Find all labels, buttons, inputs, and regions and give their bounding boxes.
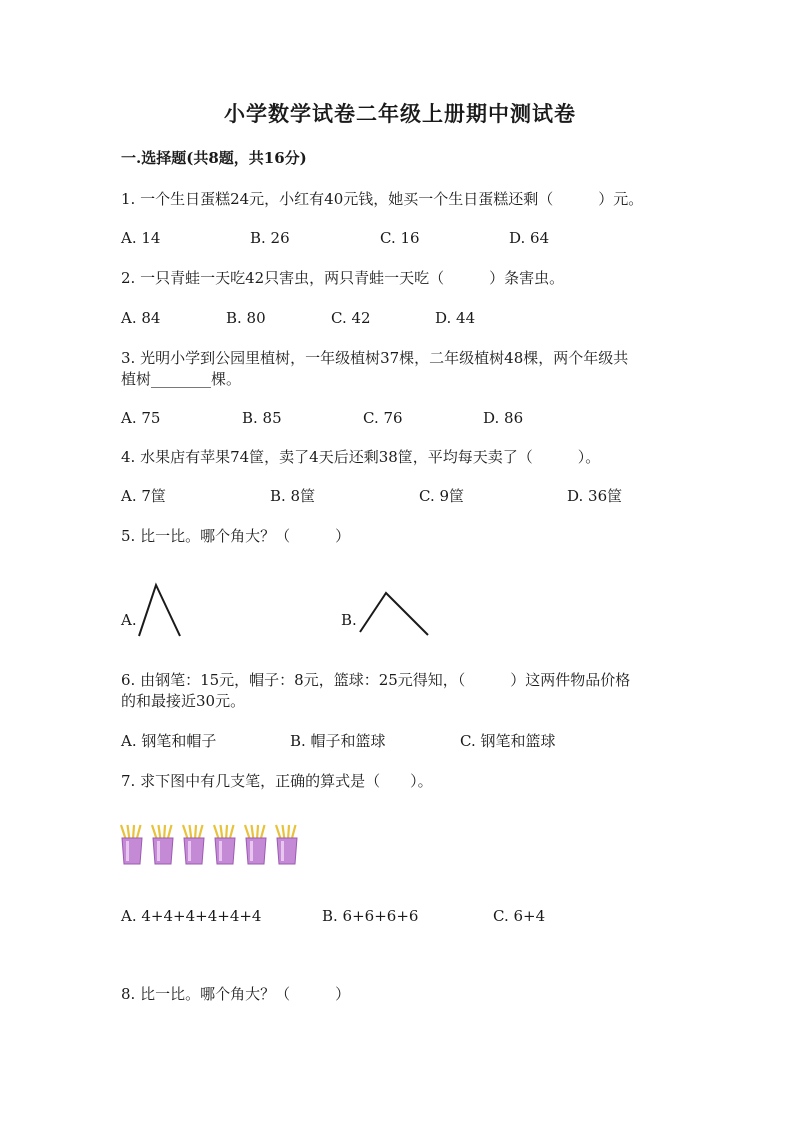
q3-option-c[interactable]: C. 76	[363, 409, 403, 427]
q5-option-b[interactable]: B.	[341, 611, 357, 629]
q2-option-c[interactable]: C. 42	[331, 309, 371, 327]
q3-option-a[interactable]: A. 75	[121, 409, 161, 427]
q2-option-a[interactable]: A. 84	[121, 309, 161, 327]
q4-option-a[interactable]: A. 7筐	[121, 487, 166, 505]
pencil-cup	[121, 825, 142, 864]
question-6-line-2: 的和最接近30元。	[121, 692, 246, 710]
q7-option-a[interactable]: A. 4+4+4+4+4+4	[121, 907, 262, 925]
cup-highlight	[281, 841, 284, 861]
q7-option-b[interactable]: B. 6+6+6+6	[322, 907, 419, 925]
question-2: 2. 一只青蛙一天吃42只害虫，两只青蛙一天吃（ ）条害虫。	[121, 269, 565, 287]
question-1: 1. 一个生日蛋糕24元，小红有40元钱，她买一个生日蛋糕还剩（ ）元。	[121, 190, 644, 208]
q6-option-c[interactable]: C. 钢笔和篮球	[460, 732, 556, 750]
q1-option-d[interactable]: D. 64	[509, 229, 550, 247]
cup-highlight	[188, 841, 191, 861]
cup	[246, 838, 266, 864]
q1-option-b[interactable]: B. 26	[250, 229, 290, 247]
pencil-cup	[152, 825, 173, 864]
section-heading: 一.选择题(共8题，共16分)	[121, 149, 307, 167]
q1-option-a[interactable]: A. 14	[121, 229, 161, 247]
cup	[153, 838, 173, 864]
cup	[277, 838, 297, 864]
question-8: 8. 比一比。哪个角大？（ ）	[121, 985, 351, 1003]
cup-highlight	[157, 841, 160, 861]
pencil-cup	[214, 825, 235, 864]
q3-option-d[interactable]: D. 86	[483, 409, 524, 427]
pencil-cup	[245, 825, 266, 864]
question-3-line-1: 3. 光明小学到公园里植树，一年级植树37棵，二年级植树48棵，两个年级共	[121, 349, 629, 367]
question-6-line-1: 6. 由钢笔：15元，帽子：8元，篮球：25元得知，（ ）这两件物品价格	[121, 671, 631, 689]
q5-angle-a-figure	[136, 580, 186, 640]
q5-angle-b-figure	[356, 588, 436, 640]
question-4: 4. 水果店有苹果74筐，卖了4天后还剩38筐，平均每天卖了（ ）。	[121, 448, 601, 466]
page-title: 小学数学试卷二年级上册期中测试卷	[224, 101, 576, 126]
q4-option-b[interactable]: B. 8筐	[270, 487, 316, 505]
q5-option-a[interactable]: A.	[121, 611, 137, 629]
q6-option-b[interactable]: B. 帽子和篮球	[290, 732, 386, 750]
q7-option-c[interactable]: C. 6+4	[493, 907, 546, 925]
question-3-line-2: 植树________棵。	[121, 370, 242, 388]
q2-option-d[interactable]: D. 44	[435, 309, 476, 327]
pencil-cups-figure	[118, 822, 308, 868]
cup-highlight	[250, 841, 253, 861]
q2-option-b[interactable]: B. 80	[226, 309, 266, 327]
cup-highlight	[126, 841, 129, 861]
cup	[215, 838, 235, 864]
q1-option-c[interactable]: C. 16	[380, 229, 420, 247]
cup	[184, 838, 204, 864]
pencil-cup	[276, 825, 297, 864]
q4-option-d[interactable]: D. 36筐	[567, 487, 623, 505]
question-5: 5. 比一比。哪个角大？（ ）	[121, 527, 351, 545]
cup-highlight	[219, 841, 222, 861]
q6-option-a[interactable]: A. 钢笔和帽子	[121, 732, 217, 750]
pencil-cup	[183, 825, 204, 864]
q3-option-b[interactable]: B. 85	[242, 409, 282, 427]
q4-option-c[interactable]: C. 9筐	[419, 487, 465, 505]
cup	[122, 838, 142, 864]
question-7: 7. 求下图中有几支笔，正确的算式是（ ）。	[121, 772, 433, 790]
